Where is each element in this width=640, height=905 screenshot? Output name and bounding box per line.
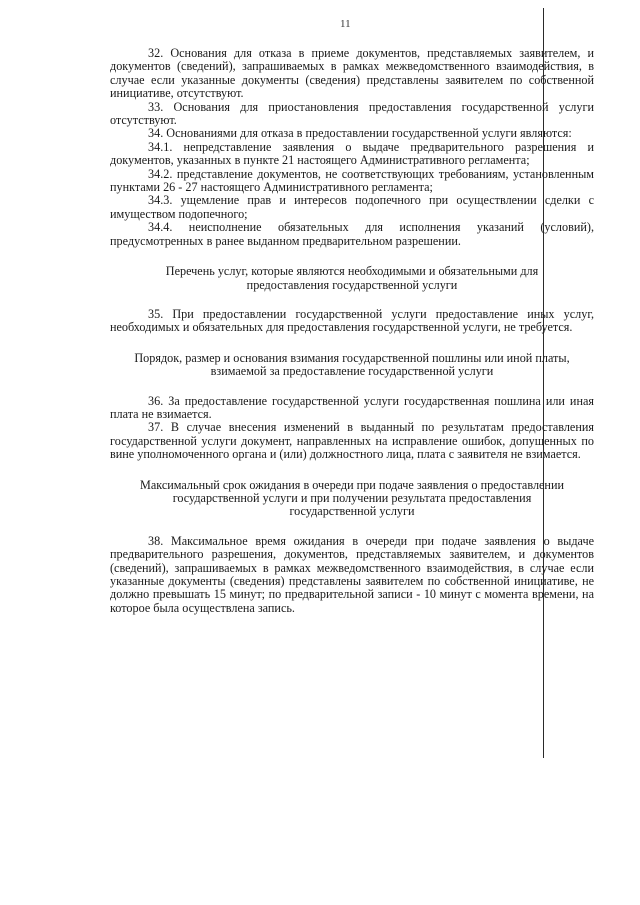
- paragraph-34-1: 34.1. непредставление заявления о выдаче предварительного разрешения и документов, указанных в пункте 21 настоящего Административного регламента;: [110, 139, 594, 168]
- paragraph-33: 33. Основания для приостановления предоставления государственной услуги отсутствуют.: [110, 99, 594, 128]
- paragraph-34-3: 34.3. ущемление прав и интересов подопечного при осуществлении сделки с имуществом подопечного;: [110, 193, 594, 221]
- page-number: 11: [340, 18, 351, 30]
- document-body: [110, 47, 594, 615]
- paragraph-35: 35. При предоставлении государственной услуги предоставление иных услуг, необходимых и обязательных для предоставления государственной услуги, не требуется.: [110, 306, 594, 335]
- paragraph-32: 32. Основания для отказа в приеме документов, представляемых заявителем, и документов (сведений), запрашиваемых в рамках межведомственного взаимодействия, в случае если указанные документы (сведения) представлены заявителем по собственной инициативе, отсутствуют.: [110, 46, 594, 101]
- paragraph-38: 38. Максимальное время ожидания в очереди при подаче заявления о выдаче предварительного разрешения, документов, представляемых заявителем, и документов (сведений), запрашиваемых в рамках межведомственного взаимодействия, в случае если указанные документы (сведения) представлены заявителем по собственной инициативе, не должно превышать 15 минут; по предварительной записи - 10 минут с момента времени, на которое была осуществлена запись.: [110, 533, 594, 615]
- paragraph-37: 37. В случае внесения изменений в выданный по результатам предоставления государственной услуги документ, направленных на исправление ошибок, допущенных по вине уполномоченного органа и (или) должностного лица, плата с заявителя не взимается.: [110, 420, 594, 462]
- paragraph-34-4: 34.4. неисполнение обязательных для исполнения указаний (условий), предусмотренных в ранее выданном предварительном разрешении.: [110, 220, 594, 248]
- paragraph-36: 36. За предоставление государственной услуги государственная пошлина или иная плата не взимается.: [110, 393, 594, 421]
- paragraph-34-2: 34.2. представление документов, не соответствующих требованиям, установленным пунктами 26 - 27 настоящего Административного регламента;: [110, 166, 594, 195]
- section-heading-state-fee: Порядок, размер и основания взимания государственной пошлины или иной платы, взимаемой за предоставление государственной услуги: [134, 350, 570, 379]
- section-heading-required-services: Перечень услуг, которые являются необходимыми и обязательными для предоставления государственной услуги: [165, 264, 539, 292]
- paragraph-34: 34. Основаниями для отказа в предоставлении государственной услуги являются:: [148, 126, 572, 141]
- section-heading-waiting-time: Максимальный срок ожидания в очереди при подаче заявления о предоставлении государственной услуги и при получении результата предоставления государственной услуги: [139, 477, 564, 519]
